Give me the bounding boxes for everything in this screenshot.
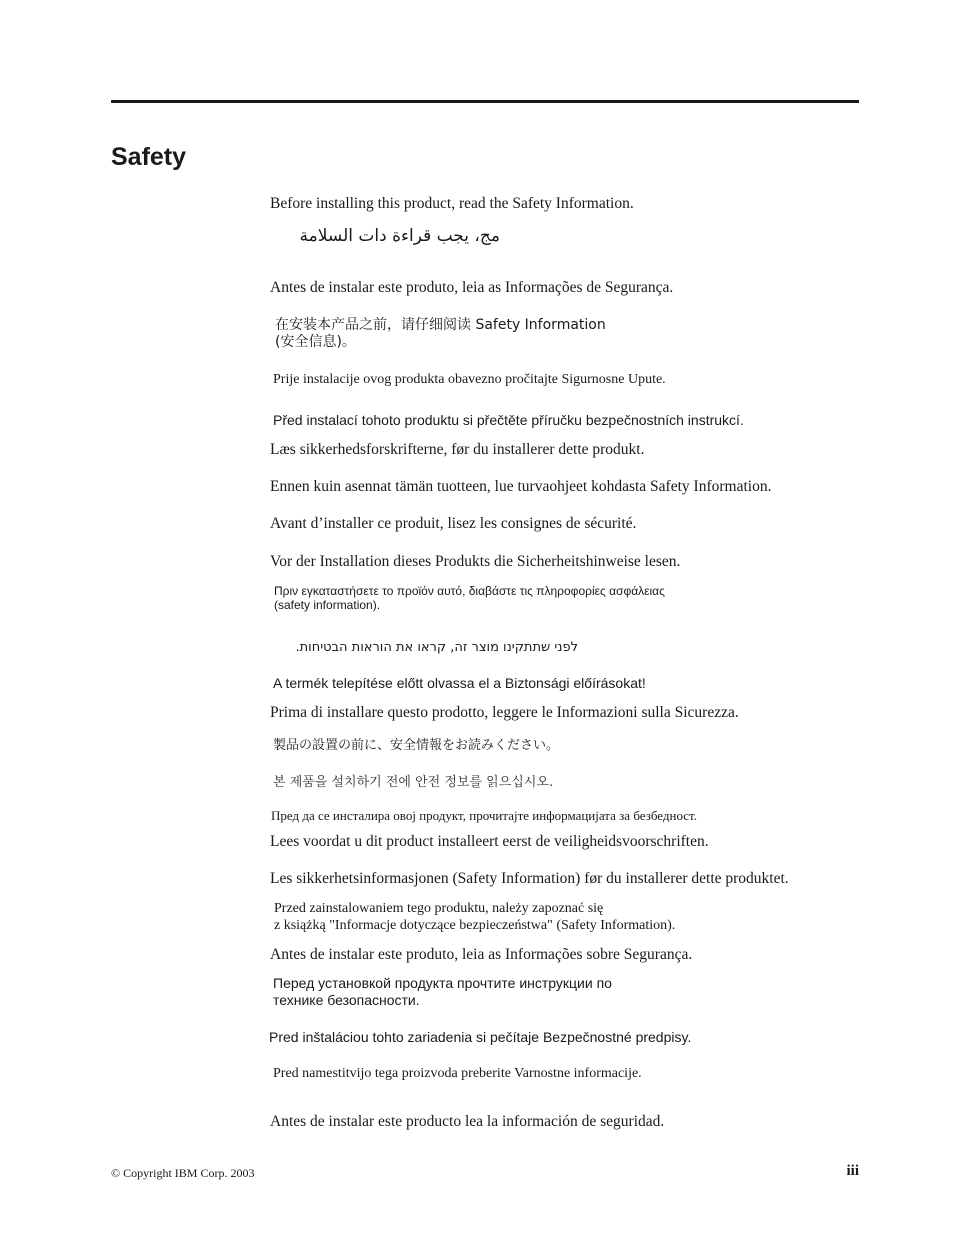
top-rule <box>111 100 859 103</box>
safety-line-portuguese-brazil: Antes de instalar este produto, leia as Informações de Segurança. <box>270 279 674 296</box>
safety-line-greek-1: Πριν εγκαταστήσετε το προϊόν αυτό, διαβάστε τις πληροφορίες ασφάλειας <box>274 584 665 598</box>
safety-line-japanese: 製品の設置の前に、安全情報をお読みください。 <box>273 738 560 753</box>
safety-line-russian-1: Перед установкой продукта прочтите инструкции по <box>273 975 612 991</box>
safety-line-portuguese: Antes de instalar este produto, leia as Informações sobre Segurança. <box>270 946 693 963</box>
safety-line-italian: Prima di installare questo prodotto, leggere le Informazioni sulla Sicurezza. <box>270 704 739 721</box>
safety-line-german: Vor der Installation dieses Produkts die Sicherheitshinweise lesen. <box>270 553 681 570</box>
safety-line-croatian: Prije instalacije ovog produkta obavezno pročitajte Sigurnosne Upute. <box>273 372 666 387</box>
safety-line-spanish: Antes de instalar este producto lea la información de seguridad. <box>270 1113 665 1130</box>
copyright-notice: © Copyright IBM Corp. 2003 <box>111 1166 255 1180</box>
page-number: iii <box>846 1163 859 1179</box>
safety-line-slovenian: Pred namestitvijo tega proizvoda preberite Varnostne informacije. <box>273 1066 642 1081</box>
safety-line-french: Avant d’installer ce produit, lisez les consignes de sécurité. <box>270 515 637 532</box>
safety-line-norwegian: Les sikkerhetsinformasjonen (Safety Information) før du installerer dette produktet. <box>270 870 789 887</box>
safety-line-arabic: مج، يجب قراءة دات السلامة <box>299 226 500 246</box>
safety-line-chinese-simplified-1: 在安装本产品之前，请仔细阅读 Safety Information <box>275 317 606 333</box>
safety-line-russian-2: технике безопасности. <box>273 992 420 1008</box>
safety-line-greek-2: (safety information). <box>274 598 381 612</box>
safety-line-czech: Před instalací tohoto produktu si přečtěte příručku bezpečnostních instrukcí. <box>273 412 744 428</box>
safety-line-danish: Læs sikkerhedsforskrifterne, før du installerer dette produkt. <box>270 441 645 458</box>
safety-line-hebrew: לפני שתתקינו מוצר זה, קראו את הוראות הבטיחות. <box>295 640 578 655</box>
safety-line-slovak: Pred inštaláciou tohto zariadenia si pečítaje Bezpečnostné predpisy. <box>269 1029 692 1045</box>
safety-line-korean: 본 제품을 설치하기 전에 안전 정보를 읽으십시오. <box>273 775 554 790</box>
safety-line-macedonian: Пред да се инсталира овој продукт, прочитајте информацијата за безбедност. <box>271 808 697 823</box>
safety-line-hungarian: A termék telepítése előtt olvassa el a Biztonsági előírásokat! <box>273 675 646 691</box>
safety-line-polish-1: Przed zainstalowaniem tego produktu, należy zapoznać się <box>274 901 604 916</box>
safety-line-polish-2: z książką "Informacje dotyczące bezpieczeństwa" (Safety Information). <box>274 918 676 933</box>
safety-line-dutch: Lees voordat u dit product installeert eerst de veiligheidsvoorschriften. <box>270 833 709 850</box>
page-title: Safety <box>111 143 187 171</box>
safety-line-chinese-simplified-2: (安全信息)。 <box>275 334 356 350</box>
safety-line-english: Before installing this product, read the Safety Information. <box>270 195 634 212</box>
safety-line-finnish: Ennen kuin asennat tämän tuotteen, lue turvaohjeet kohdasta Safety Information. <box>270 478 772 495</box>
